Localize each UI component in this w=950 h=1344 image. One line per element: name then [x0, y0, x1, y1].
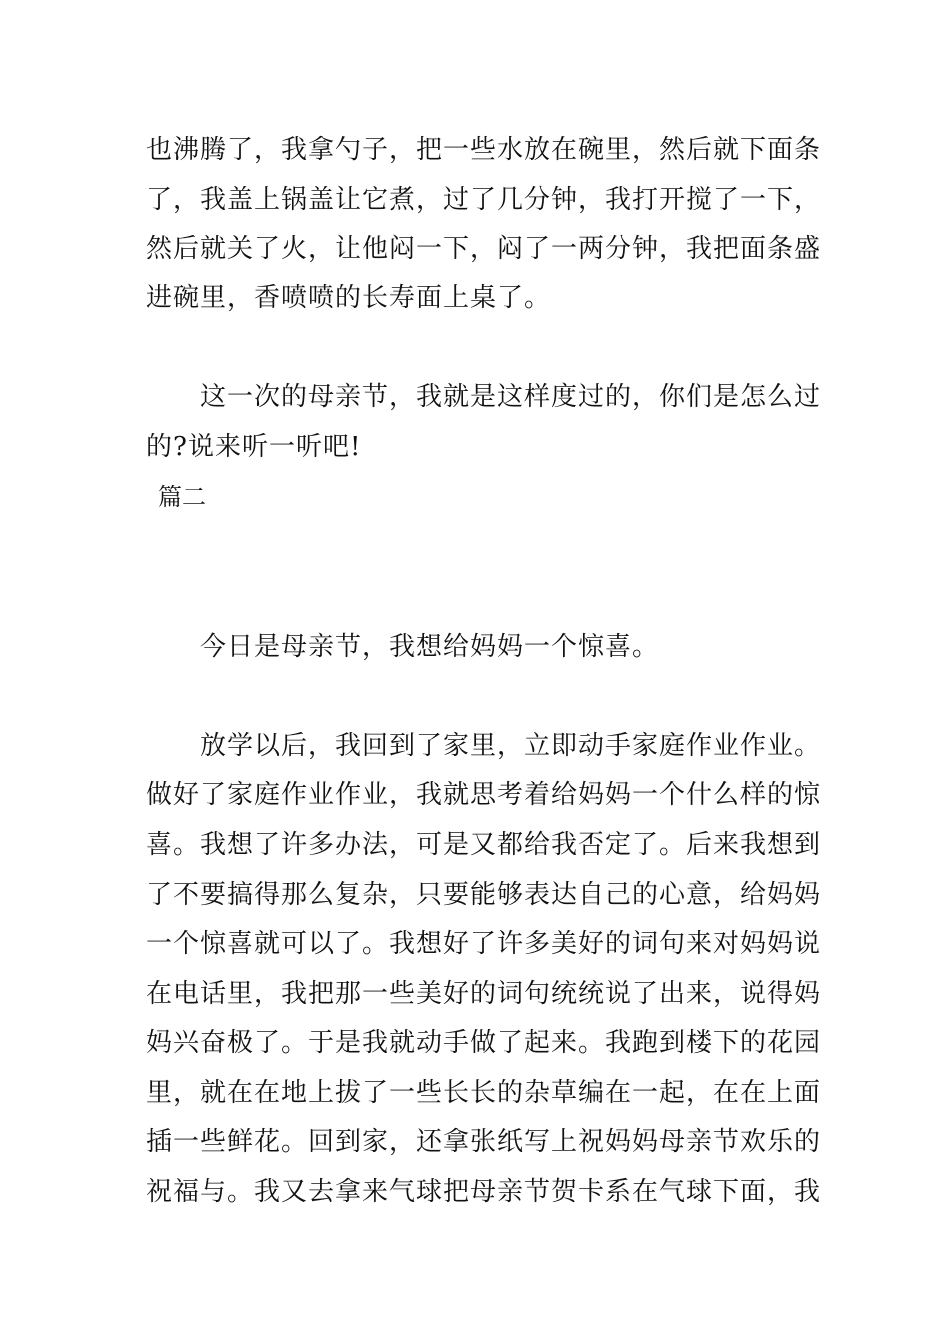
text-line: 插一些鲜花。回到家，还拿张纸写上祝妈妈母亲节欢乐的 — [146, 1127, 822, 1157]
text-line: 喜。我想了许多办法，可是又都给我否定了。后来我想到 — [146, 830, 822, 860]
text-line: 妈兴奋极了。于是我就动手做了起来。我跑到楼下的花园 — [146, 1028, 822, 1058]
text-line: 里，就在在地上拔了一些长长的杂草编在一起，在在上面 — [146, 1078, 822, 1108]
section-heading: 篇二 — [158, 483, 206, 511]
text-line: 做好了家庭作业作业，我就思考着给妈妈一个什么样的惊 — [146, 780, 822, 810]
text-line: 放学以后，我回到了家里，立即动手家庭作业作业。 — [146, 731, 822, 761]
text-line: 祝福与。我又去拿来气球把母亲节贺卡系在气球下面，我 — [146, 1177, 822, 1207]
text-line: 这一次的母亲节，我就是这样度过的，你们是怎么过 — [146, 382, 822, 412]
text-line: 然后就关了火，让他闷一下，闷了一两分钟，我把面条盛 — [146, 234, 822, 264]
text-line: 进碗里，香喷喷的长寿面上桌了。 — [146, 283, 552, 313]
text-line: 一个惊喜就可以了。我想好了许多美好的词句来对妈妈说 — [146, 929, 822, 959]
text-line: 了不要搞得那么复杂，只要能够表达自己的心意，给妈妈 — [146, 880, 822, 910]
text-line: 的?说来听一听吧! — [146, 432, 362, 462]
text-line: 也沸腾了，我拿勺子，把一些水放在碗里，然后就下面条 — [146, 135, 822, 165]
text-line: 在电话里，我把那一些美好的词句统统说了出来，说得妈 — [146, 979, 822, 1009]
text-line: 今日是母亲节，我想给妈妈一个惊喜。 — [146, 632, 660, 662]
text-line: 了，我盖上锅盖让它煮，过了几分钟，我打开搅了一下， — [146, 185, 822, 215]
